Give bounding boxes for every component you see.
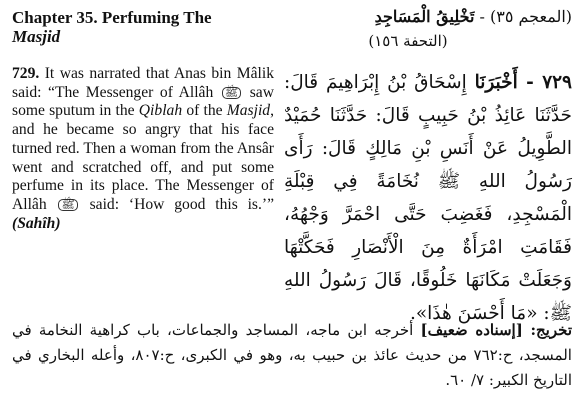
hadith-text-part-5: said: ‘How good this is.’”: [79, 195, 275, 213]
takhrij-footnote: [12, 318, 572, 393]
arabic-chapter-index: (المعجم ٣٥) -: [474, 7, 572, 26]
hadith-grade: (Sahîh): [12, 214, 61, 232]
arabic-tuhfa-reference: (التحفة ١٥٦): [368, 32, 448, 50]
arabic-hadith-text: [284, 66, 572, 330]
takhrij-label: تخريج: [إسناده ضعيف]: [420, 321, 572, 339]
hadith-number: 729.: [12, 65, 40, 82]
hadith-text-part-2: saw some sputum in the: [12, 83, 274, 120]
arabic-chapter-name: تَخْلِيقُ الْمَسَاجِدِ: [374, 7, 475, 26]
arabic-hadith-lead: أَخْبَرَنَا: [474, 72, 518, 93]
takhrij-text: أخرجه ابن ماجه، المساجد والجماعات، باب كراهية النخامة في المسجد، ح:٧٦٢ من حديث عائذ بن حبيب به، وهو في الكبرى، ح:٨٠٧، وأعله البخاري في التاريخ الكبير: ٧/ ٦٠.: [12, 321, 572, 389]
chapter-title-label: Chapter 35. Perfuming The: [12, 8, 212, 27]
salutation-icon-2: ﷺ: [58, 199, 77, 211]
hadith-text-part-1: It was narrated that Anas bin Mâlik said: “The Messenger of Allâh: [12, 65, 274, 101]
english-hadith-text: [12, 65, 274, 233]
arabic-chapter-title: [284, 6, 572, 28]
qiblah-term: Qiblah: [138, 102, 183, 120]
arabic-column: [284, 6, 572, 349]
salutation-icon: ﷺ: [222, 87, 241, 99]
hadith-text-part-3: of the: [182, 102, 227, 120]
hadith-text-part-4: , and he became so angry that his face turned red. Then a woman from the Ansâr went and scratched off, and put some perfume in its place. The Messenger of Allâh: [12, 102, 274, 213]
chapter-title: [12, 8, 274, 46]
masjid-term: Masjid: [226, 102, 271, 120]
arabic-hadith-number: ٧٢٩ -: [517, 72, 572, 93]
chapter-title-italic: Masjid: [12, 27, 61, 46]
arabic-hadith-body: إِسْحَاقُ بْنُ إِبْرَاهِيمَ قَالَ: حَدَّثَنَا عَائِذُ بْنُ حَبِيبٍ قَالَ: حَدَّثَنَا حُمَيْدٌ الطَّوِيلُ عَنْ أَنَسِ بْنِ مَالِكٍ قَالَ: رَأَى رَسُولُ اللهِ ﷺ نُخَامَةً فِي قِبْلَةِ الْمَسْجِدِ، فَغَضِبَ حَتَّى احْمَرَّ وَجْهُهُ، فَقَامَتِ امْرَأَةٌ مِنَ الْأَنْصَارِ فَحَكَّتْهَا وَجَعَلَتْ مَكَانَهَا خَلُوقًا، قَالَ رَسُولُ اللهِ ﷺ: «مَا أَحْسَنَ هٰذَا».: [284, 72, 572, 324]
english-column: [12, 8, 274, 249]
